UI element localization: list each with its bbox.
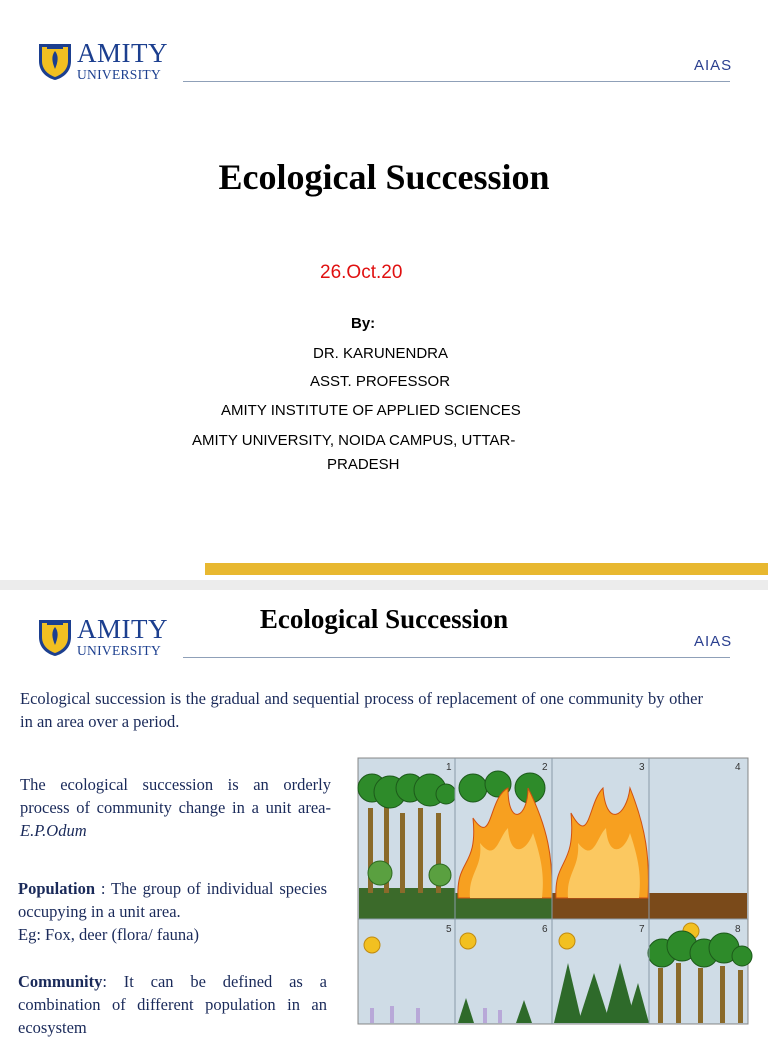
- panel-2: [455, 759, 552, 919]
- by-label: By:: [351, 315, 376, 332]
- author-institute: AMITY INSTITUTE OF APPLIED SCIENCES: [221, 402, 521, 419]
- logo-sub: UNIVERSITY: [77, 67, 161, 82]
- panel-6: [455, 919, 552, 1023]
- header-rule: [183, 657, 730, 658]
- odum-definition: [20, 773, 331, 842]
- panel-number-4: 4: [735, 762, 741, 773]
- panel-number-2: 2: [542, 762, 548, 773]
- sun-icon: [364, 937, 380, 953]
- institute-tag: AIAS: [694, 57, 733, 74]
- slide-title-text: Ecological Succession: [259, 604, 509, 634]
- population-definition: [18, 877, 327, 946]
- content-slide: [0, 590, 768, 1037]
- slide-title: Ecological Succession: [218, 157, 550, 197]
- author-name: DR. KARUNENDRA: [313, 345, 449, 362]
- author-university-line2: PRADESH: [327, 456, 400, 473]
- institute-tag: AIAS: [694, 633, 733, 650]
- header-rule: [183, 81, 730, 82]
- presentation-date: 26.Oct.20: [320, 262, 403, 283]
- panel-3: [552, 759, 649, 919]
- accent-bar: [205, 563, 768, 575]
- panel-number-5: 5: [446, 924, 452, 935]
- amity-logo: [37, 40, 168, 82]
- amity-crest-icon: [37, 41, 73, 81]
- panel-number-1: 1: [446, 762, 452, 773]
- odum-text: The ecological succession is an orderly process of community change in a unit area-: [20, 775, 331, 817]
- panel-number-7: 7: [639, 924, 645, 935]
- author-university-line1: AMITY UNIVERSITY, NOIDA CAMPUS, UTTAR-: [192, 432, 516, 449]
- population-text: : The group of individual species occupying in a unit area.: [18, 879, 327, 921]
- logo-sub: UNIVERSITY: [77, 643, 161, 658]
- panel-4: [649, 759, 747, 919]
- slide-separator: [0, 580, 768, 590]
- community-text: : It can be defined as a combination of different population in an ecosystem: [18, 972, 327, 1037]
- panel-number-8: 8: [735, 924, 741, 935]
- sun-icon: [559, 933, 575, 949]
- panel-number-3: 3: [639, 762, 645, 773]
- logo-name: AMITY: [77, 38, 168, 68]
- panel-1: [358, 759, 456, 919]
- slide-title: [0, 604, 768, 635]
- intro-paragraph: Ecological succession is the gradual and sequential process of replacement of one community by other in an area over a period.: [20, 689, 703, 731]
- sun-icon: [460, 933, 476, 949]
- community-term: Community: [18, 972, 103, 991]
- population-term: Population: [18, 879, 96, 898]
- population-example: Eg: Fox, deer (flora/ fauna): [18, 925, 199, 944]
- panel-7: [552, 919, 649, 1023]
- succession-illustration: [358, 758, 748, 1024]
- logo-name: AMITY: [77, 614, 168, 644]
- odum-citation: E.P.Odum: [20, 821, 87, 840]
- author-role: ASST. PROFESSOR: [310, 373, 451, 390]
- panel-number-6: 6: [542, 924, 548, 935]
- community-definition: [18, 970, 327, 1039]
- panel-5: [359, 919, 455, 1023]
